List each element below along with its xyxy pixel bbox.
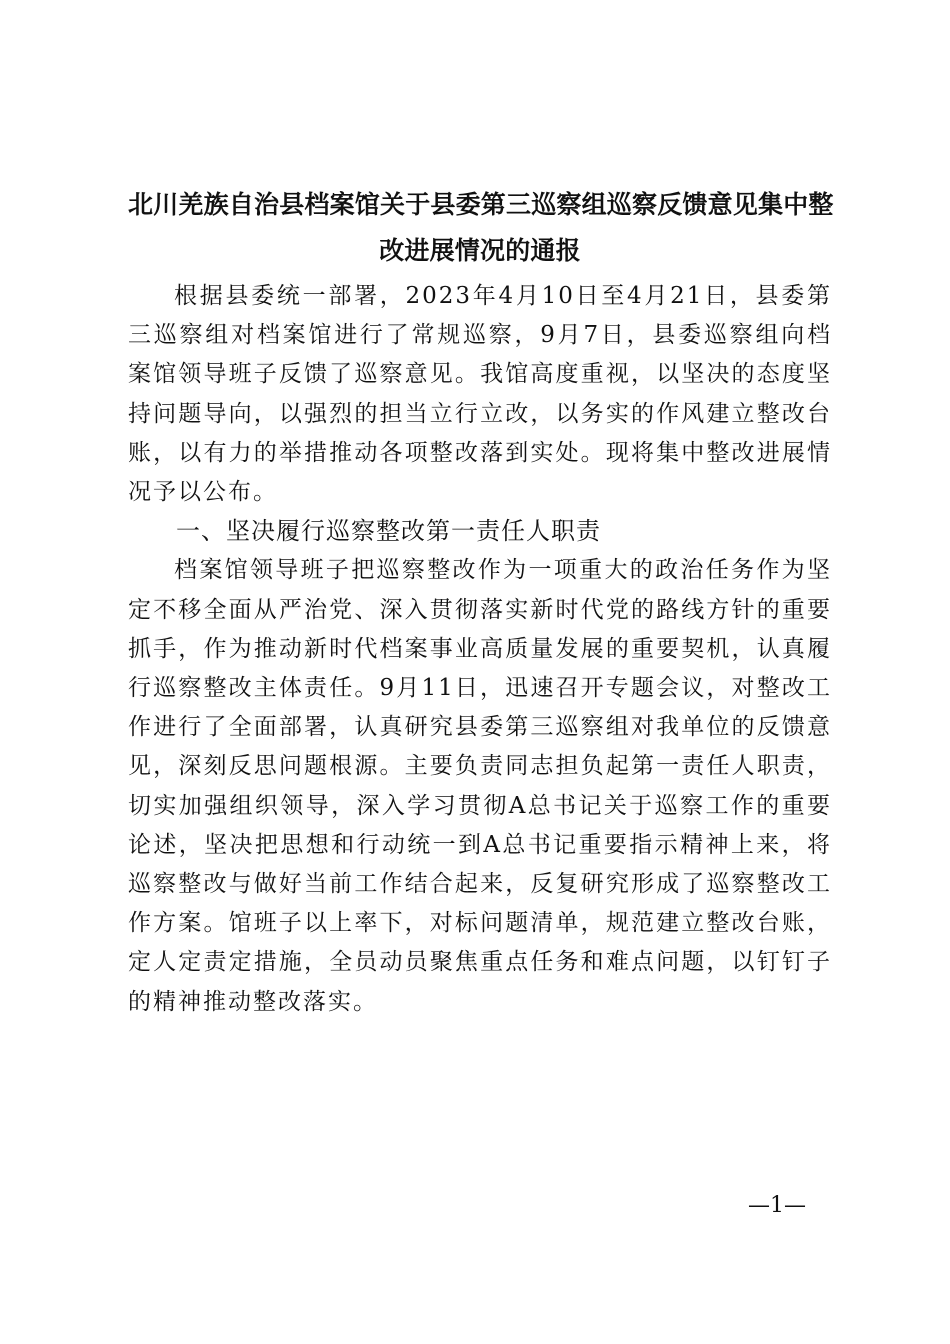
section-heading-1: 一、坚决履行巡察整改第一责任人职责 [176,517,601,546]
document-title-line-2: 改进展情况的通报 [379,236,581,265]
intro-paragraph: 根据县委统一部署，2023年4月10日至4月21日，县委第三巡察组对档案馆进行了常规巡察，9月7日，县委巡察组向档案馆领导班子反馈了巡察意见。我馆高度重视，以坚决的态度坚持问题导向，以强烈的担当立行立改，以务实的作风建立整改台账，以有力的举措推动各项整改落到实处。现将集中整改进展情况予以公布。 [128,283,832,506]
page-number: —1— [748,1193,806,1218]
section-1-paragraph: 档案馆领导班子把巡察整改作为一项重大的政治任务作为坚定不移全面从严治党、深入贯彻落实新时代党的路线方针的重要抓手，作为推动新时代档案事业高质量发展的重要契机，认真履行巡察整改主体责任。9月11日，迅速召开专题会议，对整改工作进行了全面部署，认真研究县委第三巡察组对我单位的反馈意见，深刻反思问题根源。主要负责同志担负起第一责任人职责，切实加强组织领导，深入学习贯彻A总书记关于巡察工作的重要论述，坚决把思想和行动统一到A总书记重要指示精神上来，将巡察整改与做好当前工作结合起来，反复研究形成了巡察整改工作方案。馆班子以上率下，对标问题清单，规范建立整改台账，定人定责定措施，全员动员聚焦重点任务和难点问题，以钉钉子的精神推动整改落实。 [128,557,832,1015]
document-title-line-1: 北川羌族自治县档案馆关于县委第三巡察组巡察反馈意见集中整 [128,190,834,219]
document-title [128,182,832,274]
document-body [128,277,832,1022]
